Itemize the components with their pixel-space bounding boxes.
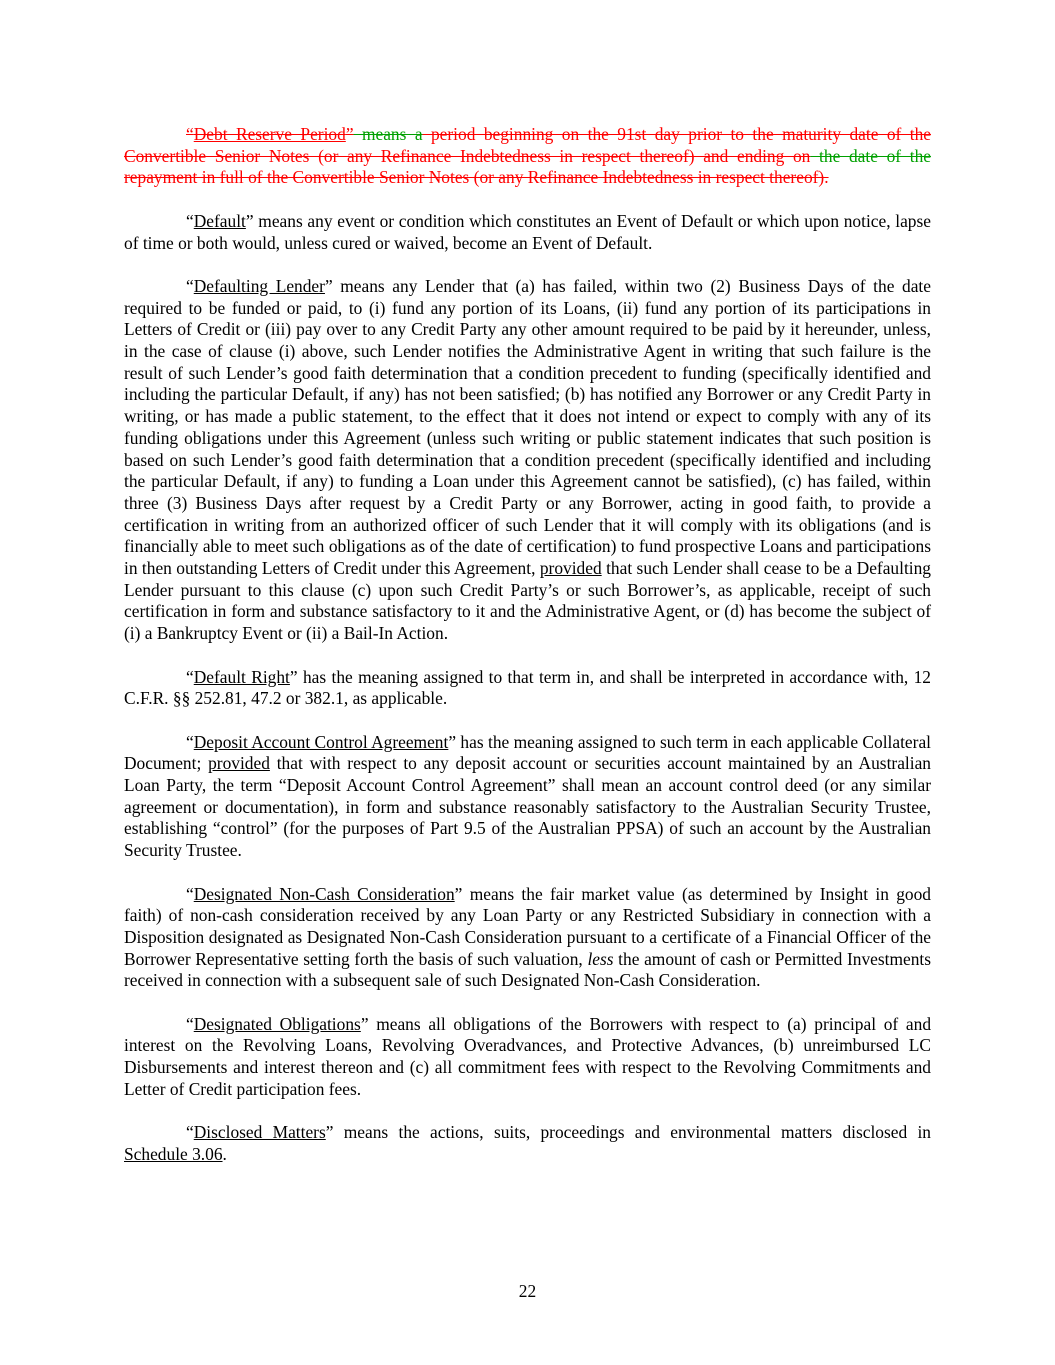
open-quote: “ xyxy=(186,210,194,231)
provided-term: provided xyxy=(208,753,270,774)
definition-text: ” means any event or condition which constitutes an Event of Default or which upon notice, lapse of time or both would, unless cured or waived, become an Event of Default. xyxy=(124,210,931,253)
definition-text-cont: that with respect to any deposit account or securities account maintained by an Australian Loan Party, the term “Deposit Account Control Agreement” shall mean an account control deed (or any similar agreement or documentation), in form and substance reasonably satisfactory to the Australian Security Trustee, establishing “control” (for the purposes of Part 9.5 of the Australian PPSA) of such an account by the Australian Security Trustee. xyxy=(124,753,931,861)
definition-default-right xyxy=(124,667,931,710)
page-number: 22 xyxy=(518,1281,537,1301)
definition-defaulting-lender xyxy=(124,276,931,645)
definition-debt-reserve-period xyxy=(124,124,931,189)
definition-disclosed-matters xyxy=(124,1122,931,1165)
deleted-red-text-2: repayment in full of the Convertible Senior Notes (or any Refinance Indebtedness in respect thereof). xyxy=(124,167,829,188)
definition-text: ” means the fair market value (as determined by Insight in good faith) of non-cash consideration received by any Loan Party or any Restricted Subsidiary in connection with a Disposition designated as Designated Non-Cash Consideration pursuant to a certificate of a Financial Officer of the Borrower Representative setting forth the basis of such valuation, xyxy=(124,883,931,969)
schedule-reference: Schedule 3.06 xyxy=(124,1143,223,1164)
document-page xyxy=(124,124,931,1187)
definition-designated-non-cash-consideration xyxy=(124,884,931,993)
less-term: less xyxy=(587,948,614,969)
open-quote: “ xyxy=(186,666,194,687)
deleted-term: Debt Reserve Period xyxy=(193,124,346,144)
definition-text: ” means all obligations of the Borrowers with respect to (a) principal of and interest on the Revolving Loans, Revolving Overadvances, and Protective Advances, (b) unreimbursed LC Disbursements and interest thereon and (c) all commitment fees with respect to the Revolving Commitments and Letter of Credit participation fees. xyxy=(124,1013,932,1099)
deleted-red-text-1: period beginning on the 91st day prior to the maturity date of the Convertible Senior Notes (or any Refinance Indebtedness in respect thereof) and ending on xyxy=(124,124,931,166)
definition-text: ” has the meaning assigned to such term in each applicable Collateral Document; xyxy=(124,731,931,774)
deleted-green-text-2: the date of the xyxy=(810,145,931,166)
definition-text: ” has the meaning assigned to that term in, and shall be interpreted in accordance with, 12 C.F.R. §§ 252.81, 47.2 or 382.1, as applicable. xyxy=(124,666,931,709)
open-quote: “ xyxy=(186,275,194,296)
defined-term: Default Right xyxy=(193,666,290,687)
open-quote: “ xyxy=(186,883,194,904)
definition-text: ” means any Lender that (a) has failed, within two (2) Business Days of the date required to be funded or paid, to (i) fund any portion of its Loans, (ii) fund any portion of its participations in Letters of Credit or (iii) pay over to any Credit Party any other amount required to be paid by it hereunder, unless, in the case of clause (i) above, such Lender notifies the Administrative Agent in writing that such failure is the result of such Lender’s good faith determination that a condition precedent to funding (specifically identified and including the particular Default, if any) has not been satisfied; (b) has notified any Borrower or any Credit Party in writing, or has made a public statement, to the effect that it does not intend or expect to comply with any of its funding obligations under this Agreement (unless such writing or public statement indicates that such position is based on such Lender’s good faith determination that a condition precedent (specifically identified and including the particular Default, if any) to funding a Loan under this Agreement cannot be satisfied), (c) has failed, within three (3) Business Days after request by a Credit Party or any Borrower, acting in good faith, to provide a certification in writing from an authorized officer of such Lender that it will comply with its obligations (and is financially able to meet such obligations as of the date of certification) to fund prospective Loans and participations in then outstanding Letters of Credit under this Agreement, xyxy=(124,275,931,579)
defined-term: Defaulting Lender xyxy=(193,275,325,296)
defined-term: Default xyxy=(193,210,246,231)
definition-text-cont: that such Lender shall cease to be a Defaulting Lender pursuant to this clause (c) upon such Credit Party’s or such Borrower’s, as applicable, receipt of such certification in form and substance satisfactory to it and the Administrative Agent, or (d) has become the subject of (i) a Bankruptcy Event or (ii) a Bail-In Action. xyxy=(124,558,931,644)
open-quote: “ xyxy=(186,1122,194,1143)
definition-deposit-account-control-agreement xyxy=(124,732,931,862)
defined-term: Designated Obligations xyxy=(193,1013,361,1034)
defined-term: Designated Non-Cash Consideration xyxy=(193,883,455,904)
open-quote: “ xyxy=(186,731,194,752)
definition-text: ” means the actions, suits, proceedings and environmental matters disclosed in xyxy=(325,1122,932,1143)
definition-default xyxy=(124,211,931,254)
defined-term: Disclosed Matters xyxy=(193,1122,326,1143)
open-quote: “ xyxy=(186,1013,194,1034)
deleted-open-quote: “ xyxy=(186,124,194,144)
definition-end: . xyxy=(222,1143,227,1164)
definition-designated-obligations xyxy=(124,1014,931,1101)
deleted-close-quote: ” xyxy=(345,124,354,144)
definition-text-cont: the amount of cash or Permitted Investments received in connection with a subsequent sale of such Designated Non-Cash Consideration. xyxy=(124,948,931,991)
defined-term: Deposit Account Control Agreement xyxy=(193,731,449,752)
provided-term: provided xyxy=(539,558,602,579)
deleted-green-text-1: means a xyxy=(353,124,423,144)
